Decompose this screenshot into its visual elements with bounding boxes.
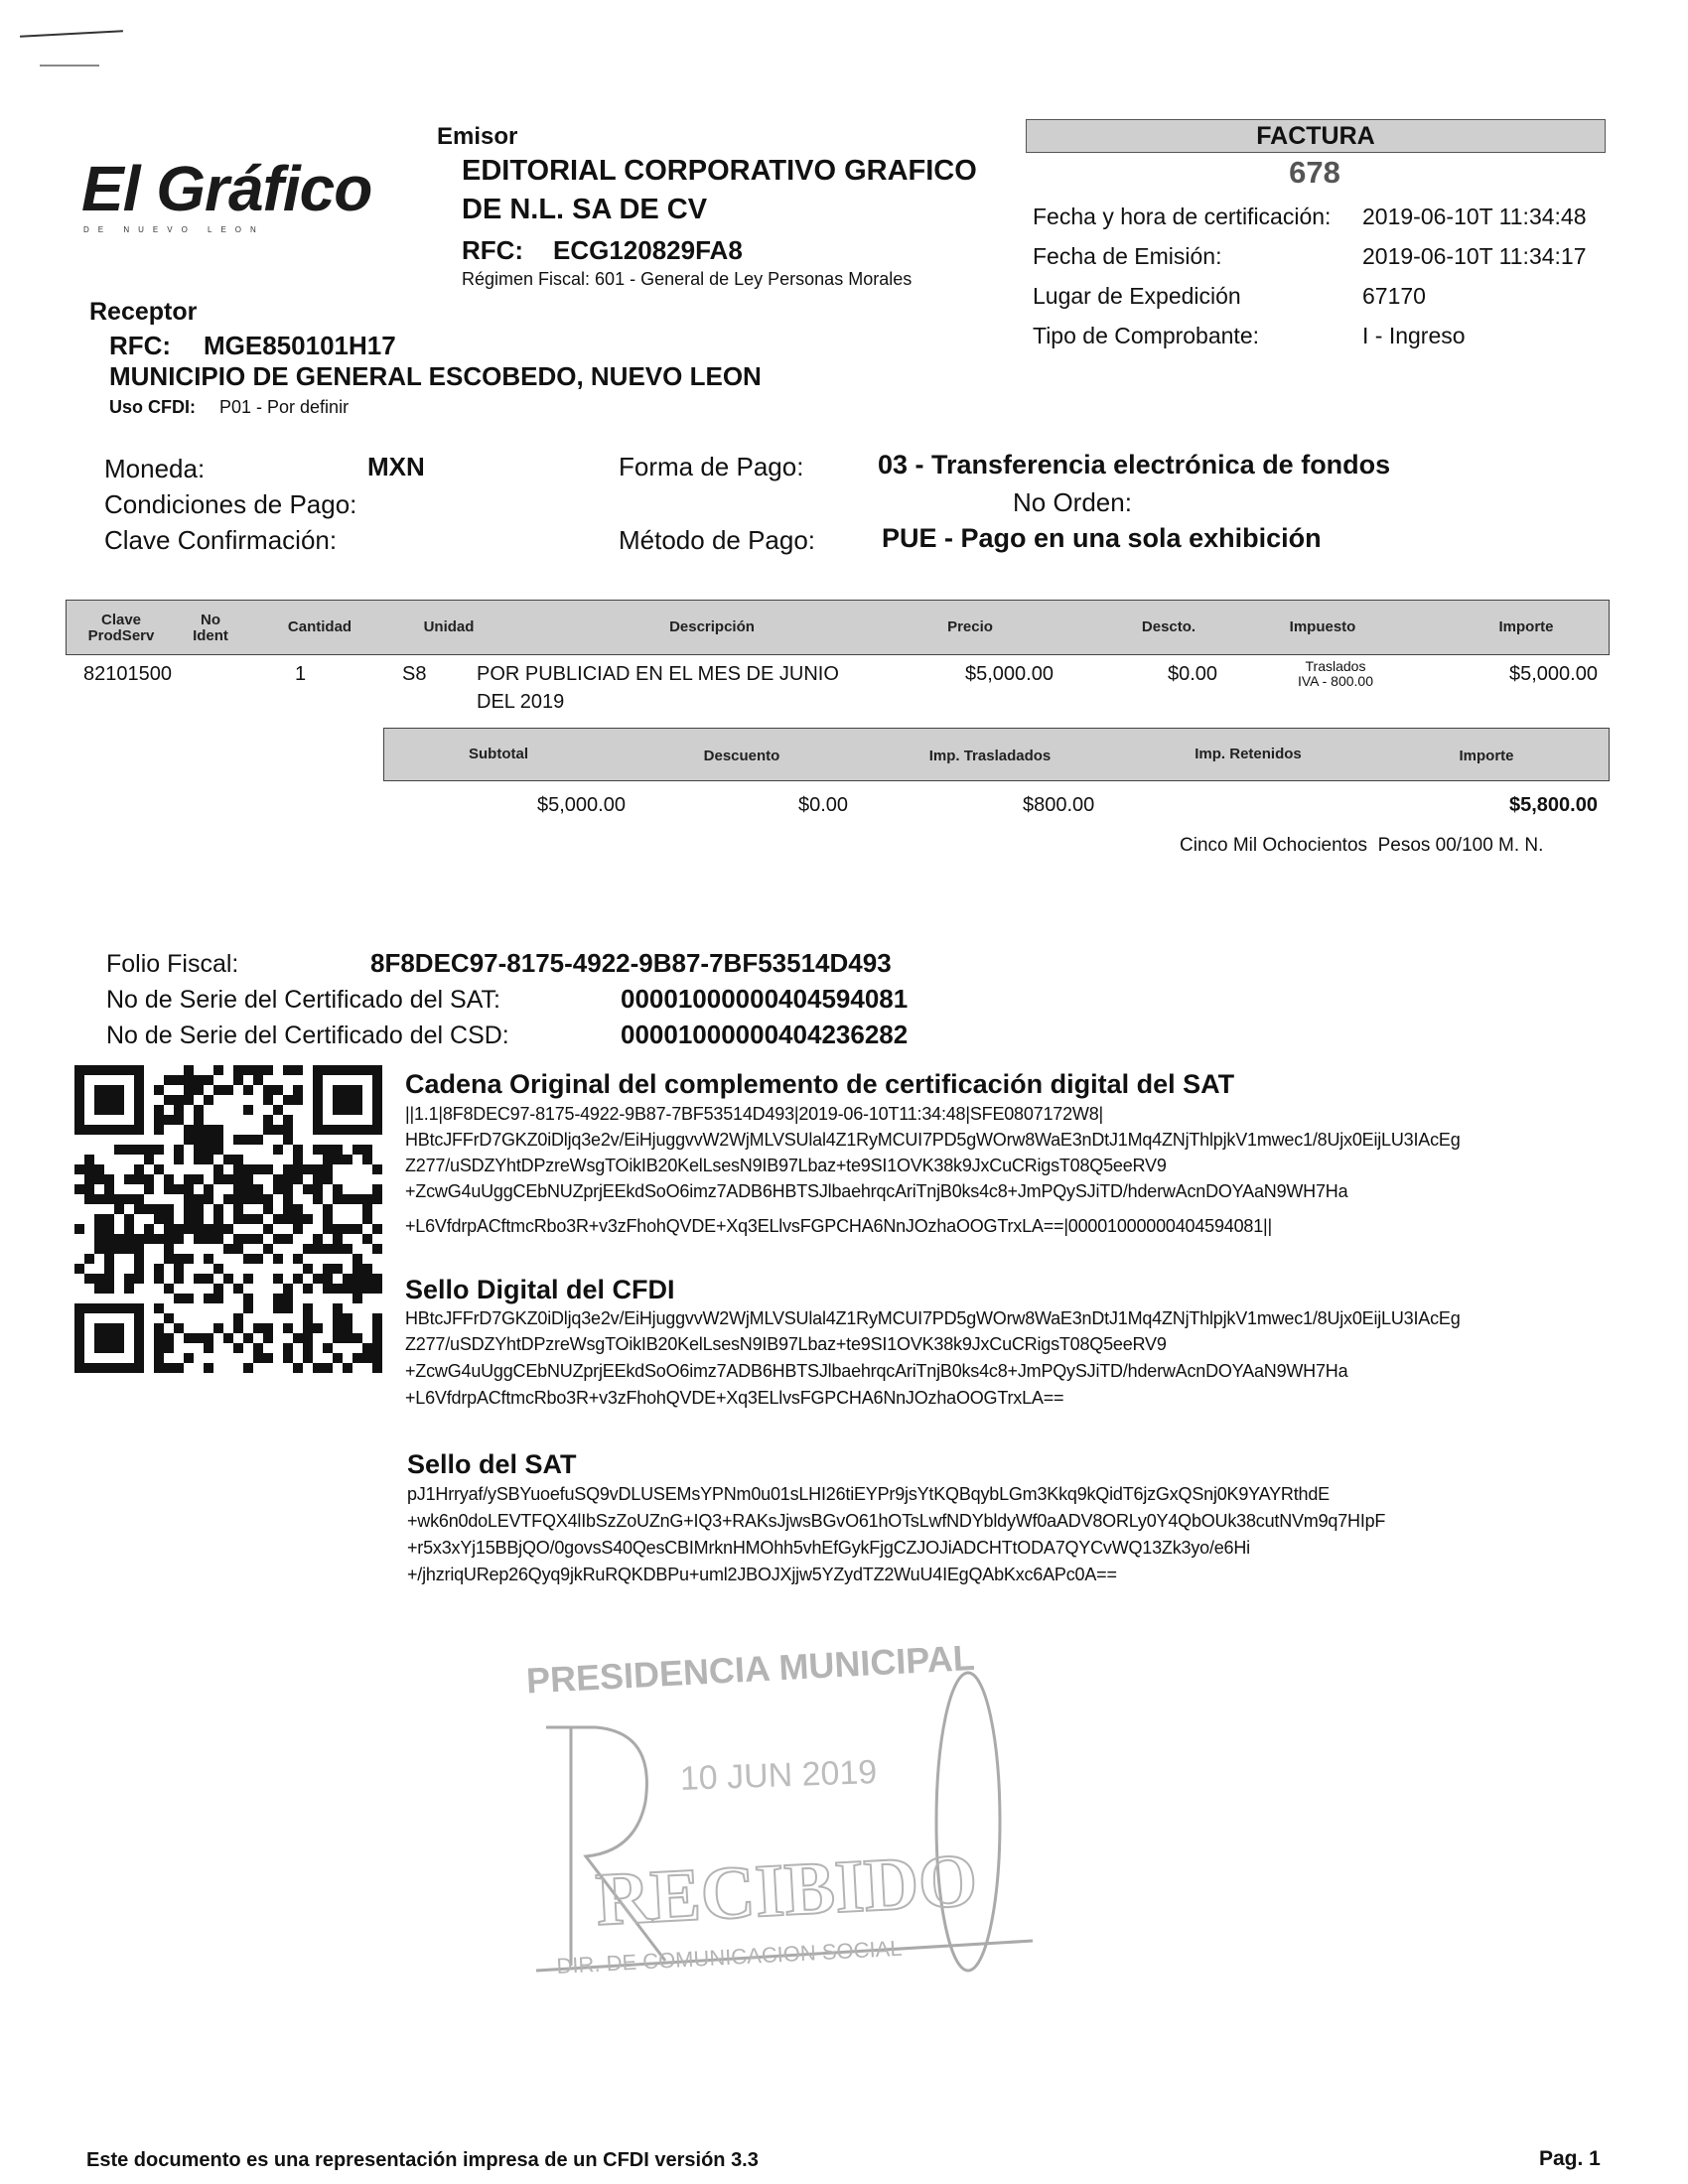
total-importe: $5,800.00 — [1509, 794, 1598, 816]
emisor-rfc-label: RFC: — [462, 235, 524, 265]
header-descripcion: Descripción — [669, 618, 755, 635]
receptor-rfc-label: RFC: — [109, 331, 172, 360]
sello-sat-line: +/jhzriqURep26Qyq9jkRuRQKDBPu+uml2JBOJXjjw5YZydTZ2WuU4IEgQAbKxc6APc0A== — [407, 1565, 1117, 1584]
logo-subtitle: DE NUEVO LEON — [83, 225, 265, 234]
cadena-line: Z277/uSDZYhtDPzreWsgTOikIB20KelLsesN9IB97Lbaz+te9SI1OVK38k9JxCuCRigsT08Q5eeRV9 — [405, 1156, 1167, 1175]
header-subtotal: Subtotal — [469, 746, 528, 762]
row-descto: $0.00 — [1168, 663, 1218, 685]
uso-cfdi-label: Uso CFDI: — [109, 397, 196, 417]
total-descuento: $0.00 — [798, 794, 849, 816]
receptor-label: Receptor — [89, 298, 198, 326]
row-importe: $5,000.00 — [1509, 663, 1598, 685]
scan-mark — [40, 65, 99, 67]
uso-cfdi-value: P01 - Por definir — [219, 397, 350, 417]
metodo-pago-label: Método de Pago: — [619, 525, 816, 555]
header-imp-retenidos: Imp. Retenidos — [1195, 746, 1302, 762]
total-traslados: $800.00 — [1023, 794, 1095, 816]
amount-in-words: Cinco Mil Ochocientos Pesos 00/100 M. N. — [1180, 835, 1544, 856]
factura-title: FACTURA — [1026, 119, 1606, 153]
moneda-value: MXN — [367, 452, 425, 481]
tipo-comprobante-label: Tipo de Comprobante: — [1033, 323, 1260, 348]
emisor-label: Emisor — [437, 123, 518, 150]
stamp-bottom-text: DIR. DE COMUNICACION SOCIAL — [555, 1935, 904, 1979]
recibido-stamp-icon — [516, 1633, 1053, 1990]
sello-cfdi-line: +L6VfdrpACftmcRbo3R+v3zFhohQVDE+Xq3ELlvsFGPCHA6NnJOzhaOOGTrxLA== — [405, 1388, 1064, 1408]
header-descuento: Descuento — [703, 748, 780, 764]
totals-table-header — [383, 728, 1610, 781]
total-subtotal: $5,000.00 — [537, 794, 626, 816]
row-precio: $5,000.00 — [965, 663, 1054, 685]
fecha-certificacion-label: Fecha y hora de certificación: — [1033, 204, 1332, 229]
emisor-regimen: Régimen Fiscal: 601 - General de Ley Personas Morales — [462, 269, 913, 289]
condiciones-pago-label: Condiciones de Pago: — [104, 489, 357, 519]
receptor-rfc: MGE850101H17 — [204, 331, 396, 360]
sello-sat-line: +wk6n0doLEVTFQX4lIbSzZoUZnG+IQ3+RAKsJjwsBGvO61hOTsLwfNDYbldyWf0aADV8ORLy0Y4QbOUk38cutNVm9q7HIpF — [407, 1511, 1386, 1531]
header-unidad: Unidad — [423, 618, 475, 635]
cadena-line: ||1.1|8F8DEC97-8175-4922-9B87-7BF53514D493|2019-06-10T11:34:48|SFE0807172W8| — [405, 1104, 1103, 1124]
header-descto: Descto. — [1141, 618, 1196, 635]
scan-mark — [20, 30, 123, 37]
forma-pago-value: 03 - Transferencia electrónica de fondos — [878, 450, 1391, 479]
header-clave-prodserv: Clave ProdServ — [87, 612, 155, 644]
logo-el-grafico: El Gráfico — [81, 153, 372, 224]
sello-cfdi-line: Z277/uSDZYhtDPzreWsgTOikIB20KelLsesN9IB97Lbaz+te9SI1OVK38k9JxCuCRigsT08Q5eeRV9 — [405, 1334, 1167, 1354]
sello-sat-title: Sello del SAT — [407, 1449, 577, 1479]
sat-cert-label: No de Serie del Certificado del SAT: — [106, 986, 500, 1014]
header-cantidad: Cantidad — [287, 618, 352, 635]
footer-note: Este documento es una representación impresa de un CFDI versión 3.3 — [86, 2149, 759, 2171]
header-precio: Precio — [947, 618, 993, 635]
receptor-name: MUNICIPIO DE GENERAL ESCOBEDO, NUEVO LEON — [109, 361, 762, 391]
emisor-name-line1: EDITORIAL CORPORATIVO GRAFICO — [462, 155, 977, 187]
folio-fiscal-value: 8F8DEC97-8175-4922-9B87-7BF53514D493 — [370, 948, 892, 978]
sello-sat-line: +r5x3xYj15BBjQO/0govsS40QesCBIMrknHMOhh5vhEfGykFjgCZJOJiADCHTtODA7QYCvWQ13Zk3yo/e6Hi — [407, 1538, 1250, 1558]
sello-cfdi-title: Sello Digital del CFDI — [405, 1275, 675, 1304]
row-clave: 82101500 — [83, 663, 172, 685]
items-table-header — [66, 600, 1610, 655]
forma-pago-label: Forma de Pago: — [619, 452, 804, 481]
sello-cfdi-line: +ZcwG4uUggCEbNUZprjEEkdSoO6imz7ADB6HBTSJlbaehrqcAriTnjB0ks4c8+JmPQySJiTD/hderwAcnDOYAaN9WH7Ha — [405, 1361, 1348, 1381]
cadena-line: +ZcwG4uUggCEbNUZprjEEkdSoO6imz7ADB6HBTSJlbaehrqcAriTnjB0ks4c8+JmPQySJiTD/hderwAcnDOYAaN9WH7Ha — [405, 1181, 1348, 1201]
row-impuesto-line1: Traslados — [1305, 658, 1366, 674]
qr-code-icon — [74, 1065, 382, 1373]
lugar-expedicion-value: 67170 — [1362, 283, 1426, 309]
row-impuesto-line2: IVA - 800.00 — [1297, 673, 1373, 689]
sello-sat-line: pJ1Hrryaf/ySBYuoefuSQ9vDLUSEMsYPNm0u01sLHI26tiEYPr9jsYtKQBqybLGm3Kkq9kQidT6jzGxQSnj0K9YAYRthdE — [407, 1484, 1330, 1504]
header-impuesto: Impuesto — [1289, 618, 1356, 635]
csd-cert-value: 00001000000404236282 — [621, 1020, 909, 1049]
header-total-importe: Importe — [1459, 748, 1514, 764]
fecha-certificacion-value: 2019-06-10T 11:34:48 — [1362, 204, 1587, 229]
row-unidad: S8 — [402, 663, 427, 685]
emisor-rfc: ECG120829FA8 — [553, 235, 743, 265]
no-orden-label: No Orden: — [1013, 487, 1132, 517]
folio-fiscal-label: Folio Fiscal: — [106, 950, 239, 978]
sat-cert-value: 00001000000404594081 — [621, 984, 909, 1014]
fecha-emision-value: 2019-06-10T 11:34:17 — [1362, 243, 1587, 269]
cadena-line: +L6VfdrpACftmcRbo3R+v3zFhohQVDE+Xq3ELlvsFGPCHA6NnJOzhaOOGTrxLA==|00001000000404594081|| — [405, 1216, 1272, 1236]
page-number: Pag. 1 — [1539, 2147, 1601, 2170]
csd-cert-label: No de Serie del Certificado del CSD: — [106, 1022, 509, 1049]
header-no-ident: No Ident — [193, 612, 228, 644]
row-descripcion-line1: POR PUBLICIAD EN EL MES DE JUNIO — [477, 663, 839, 685]
cadena-line: HBtcJFFrD7GKZ0iDljq3e2v/EiHjuggvvW2WjMLVSUlal4Z1RyMCUI7PD5gWOrw8WaE3nDtJ1Mq4ZNjThlpjkV1mwec1/8Ujx0EijLU3IAcEg — [405, 1130, 1461, 1150]
header-imp-trasladados: Imp. Trasladados — [928, 748, 1052, 764]
row-descripcion-line2: DEL 2019 — [477, 691, 565, 713]
emisor-name-line2: DE N.L. SA DE CV — [462, 194, 708, 225]
tipo-comprobante-value: I - Ingreso — [1362, 323, 1466, 348]
lugar-expedicion-label: Lugar de Expedición — [1033, 283, 1241, 309]
sello-cfdi-line: HBtcJFFrD7GKZ0iDljq3e2v/EiHjuggvvW2WjMLVSUlal4Z1RyMCUI7PD5gWOrw8WaE3nDtJ1Mq4ZNjThlpjkV1mwec1/8Ujx0EijLU3IAcEg — [405, 1308, 1461, 1328]
clave-confirmacion-label: Clave Confirmación: — [104, 525, 338, 555]
moneda-label: Moneda: — [104, 454, 206, 483]
row-cantidad: 1 — [295, 663, 307, 685]
cadena-original-title: Cadena Original del complemento de certificación digital del SAT — [405, 1069, 1235, 1099]
metodo-pago-value: PUE - Pago en una sola exhibición — [882, 523, 1322, 553]
stamp-date: 10 JUN 2019 — [679, 1753, 878, 1798]
fecha-emision-label: Fecha de Emisión: — [1033, 243, 1222, 269]
stamp-big-text: RECIBIDO — [594, 1838, 980, 1942]
header-importe: Importe — [1498, 618, 1554, 635]
factura-number: 678 — [1289, 155, 1340, 190]
stamp-top-text: PRESIDENCIA MUNICIPAL — [525, 1636, 976, 1702]
